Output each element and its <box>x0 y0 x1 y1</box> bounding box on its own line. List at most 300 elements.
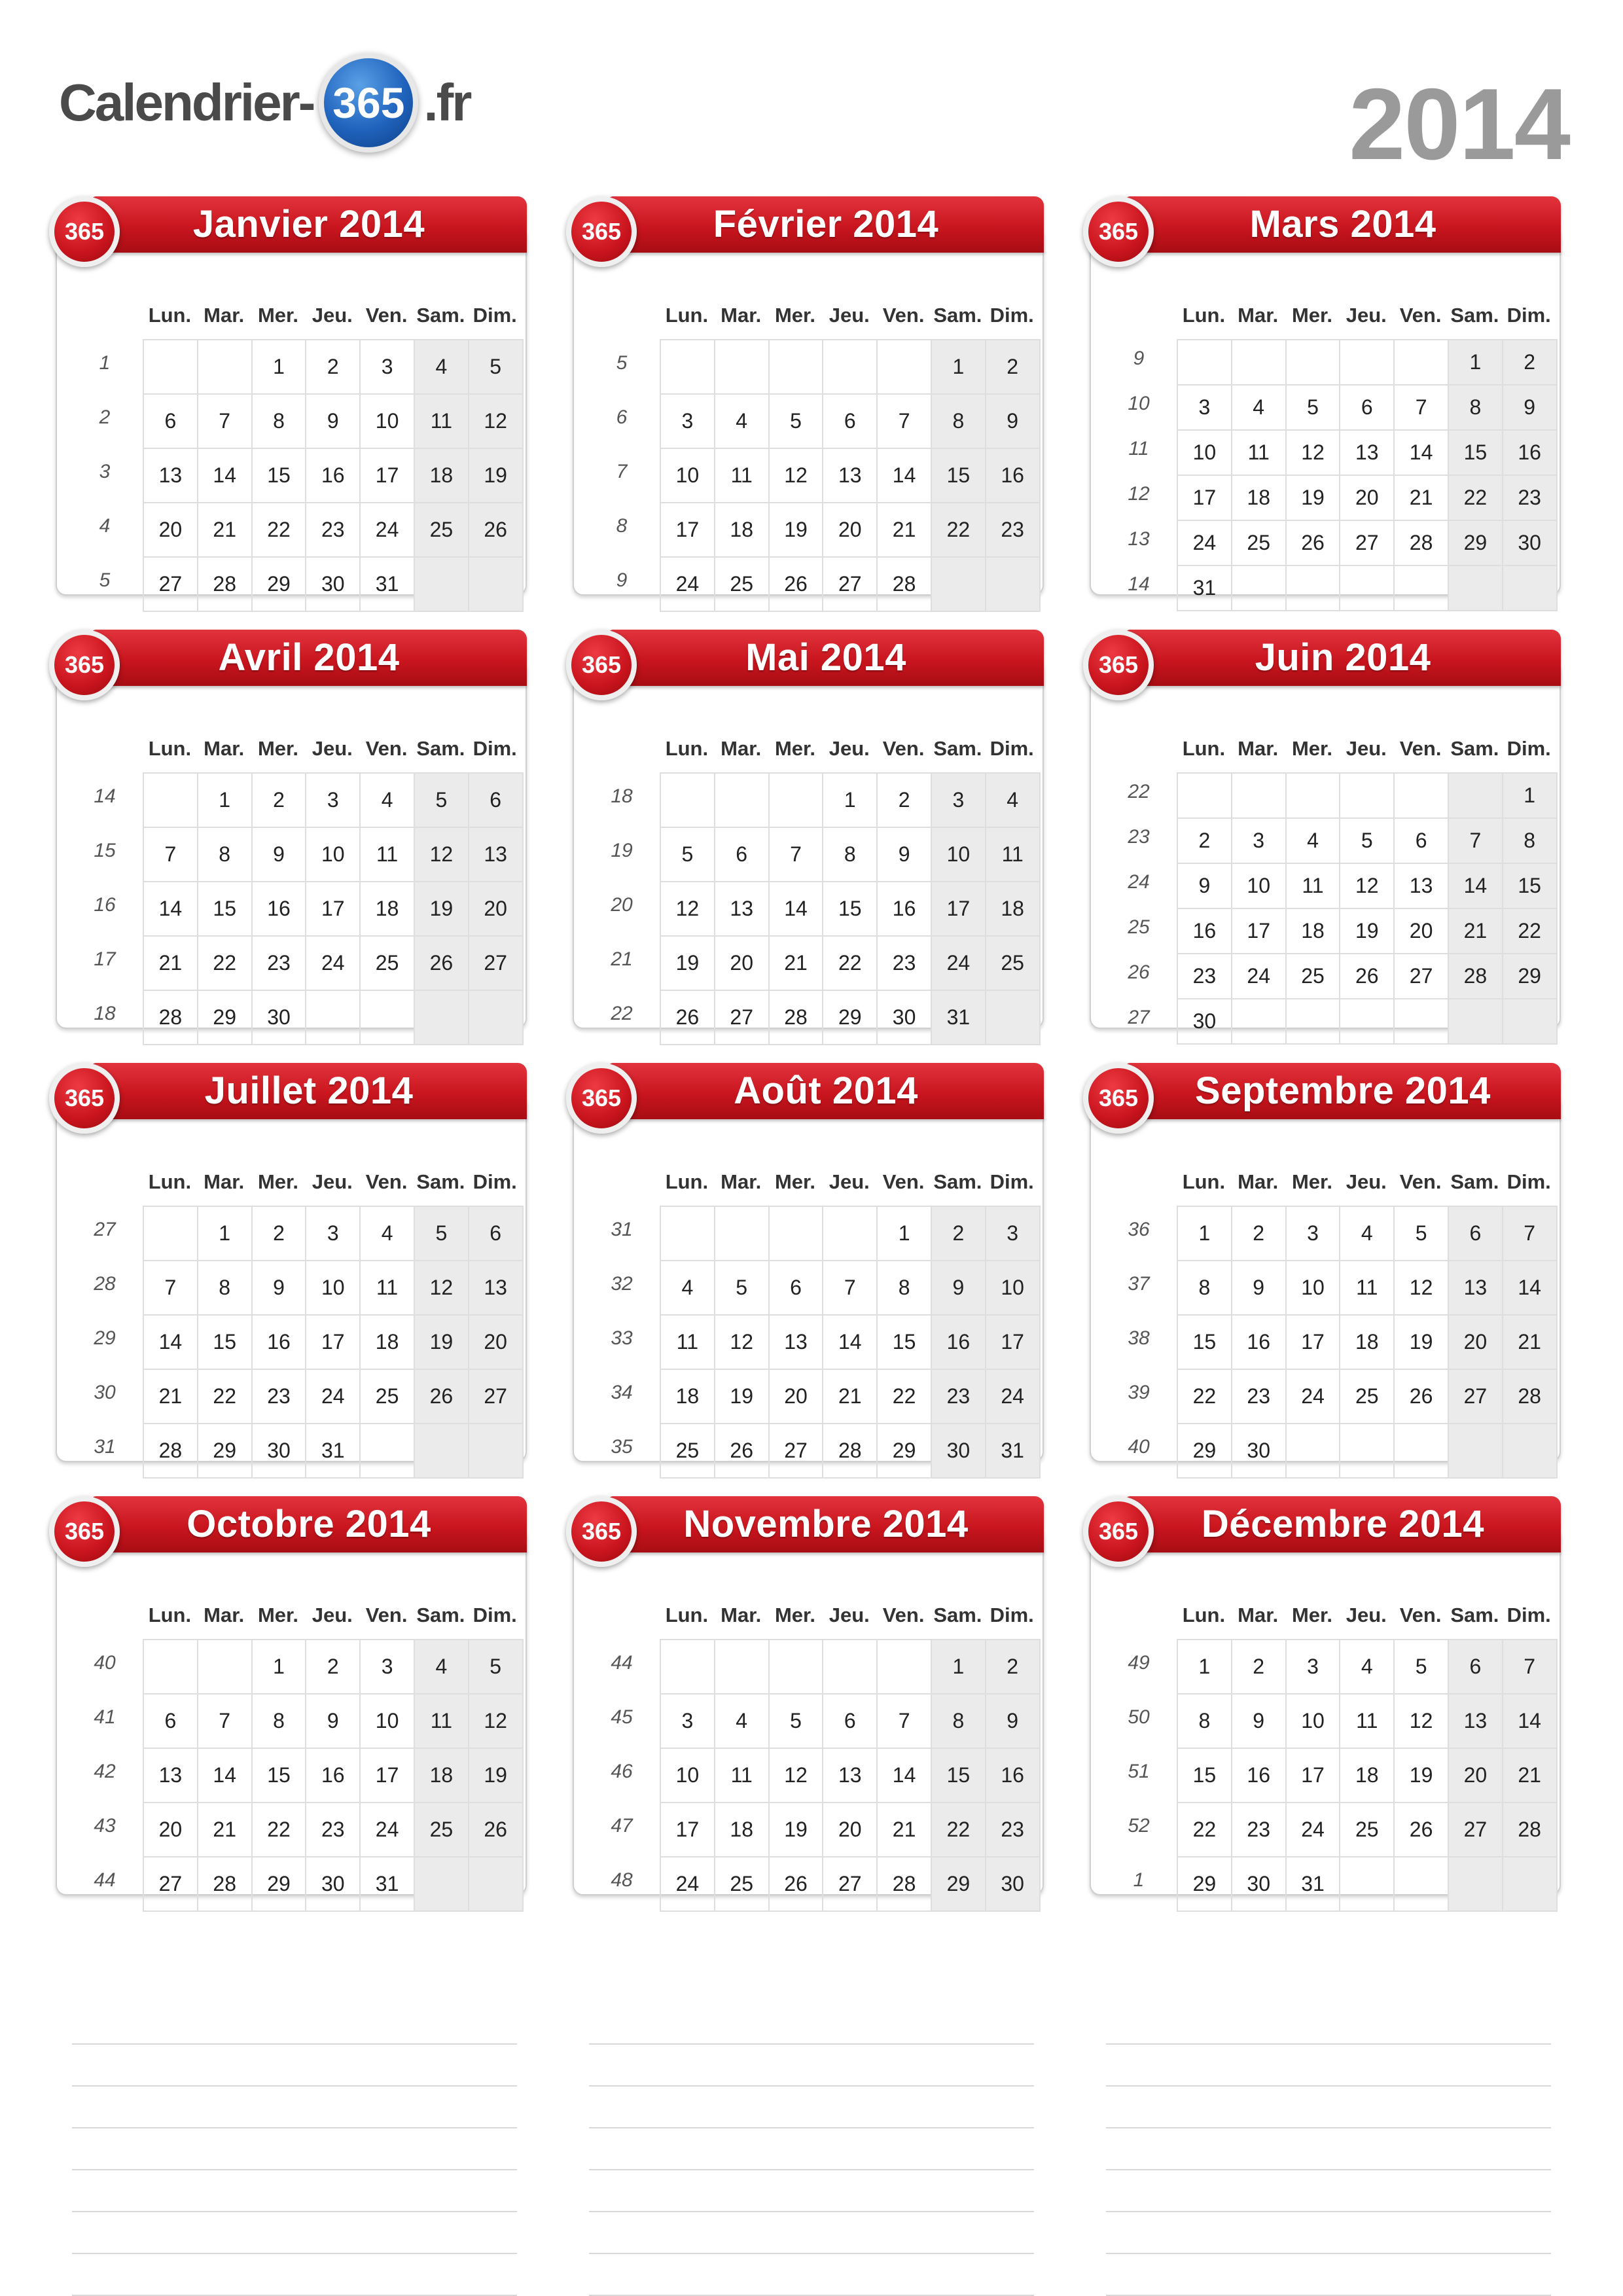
day-cell[interactable]: 10 <box>931 827 986 882</box>
day-cell[interactable]: 25 <box>414 1803 469 1857</box>
day-cell[interactable]: 16 <box>252 882 306 936</box>
day-cell[interactable]: 9 <box>1503 385 1557 430</box>
day-cell[interactable]: 28 <box>198 1857 252 1911</box>
day-cell[interactable]: 1 <box>1177 1640 1232 1694</box>
day-cell[interactable]: 29 <box>1448 520 1503 565</box>
day-cell[interactable]: 7 <box>1503 1640 1557 1694</box>
day-cell[interactable]: 31 <box>306 1424 360 1478</box>
day-cell[interactable]: 2 <box>931 1206 986 1261</box>
day-cell[interactable]: 15 <box>877 1315 931 1369</box>
day-cell[interactable]: 22 <box>1177 1369 1232 1424</box>
day-cell[interactable]: 3 <box>986 1206 1040 1261</box>
day-cell[interactable]: 12 <box>1394 1694 1448 1748</box>
day-cell[interactable]: 28 <box>143 990 198 1045</box>
day-cell[interactable]: 6 <box>1448 1206 1503 1261</box>
day-cell[interactable]: 9 <box>986 1694 1040 1748</box>
day-cell[interactable]: 3 <box>1232 818 1286 863</box>
day-cell[interactable]: 19 <box>1340 908 1394 954</box>
day-cell[interactable]: 4 <box>1286 818 1340 863</box>
day-cell[interactable]: 3 <box>931 773 986 827</box>
day-cell[interactable]: 13 <box>1394 863 1448 908</box>
day-cell[interactable]: 25 <box>986 936 1040 990</box>
day-cell[interactable]: 31 <box>931 990 986 1045</box>
day-cell[interactable]: 21 <box>823 1369 877 1424</box>
day-cell[interactable]: 27 <box>769 1424 823 1478</box>
day-cell[interactable]: 22 <box>198 1369 252 1424</box>
day-cell[interactable]: 26 <box>469 1803 523 1857</box>
day-cell[interactable]: 22 <box>1448 475 1503 520</box>
day-cell[interactable]: 4 <box>1340 1206 1394 1261</box>
day-cell[interactable]: 5 <box>715 1261 769 1315</box>
day-cell[interactable]: 6 <box>823 394 877 448</box>
day-cell[interactable]: 13 <box>1448 1694 1503 1748</box>
day-cell[interactable]: 7 <box>143 1261 198 1315</box>
day-cell[interactable]: 9 <box>306 394 360 448</box>
day-cell[interactable]: 22 <box>252 1803 306 1857</box>
day-cell[interactable]: 29 <box>1177 1857 1232 1911</box>
day-cell[interactable]: 8 <box>198 1261 252 1315</box>
day-cell[interactable]: 6 <box>1340 385 1394 430</box>
day-cell[interactable]: 23 <box>1232 1369 1286 1424</box>
day-cell[interactable]: 11 <box>1286 863 1340 908</box>
day-cell[interactable]: 7 <box>1503 1206 1557 1261</box>
day-cell[interactable]: 8 <box>931 1694 986 1748</box>
day-cell[interactable]: 25 <box>715 1857 769 1911</box>
day-cell[interactable]: 13 <box>143 448 198 503</box>
day-cell[interactable]: 11 <box>1232 430 1286 475</box>
day-cell[interactable]: 2 <box>1503 340 1557 385</box>
day-cell[interactable]: 18 <box>660 1369 715 1424</box>
day-cell[interactable]: 5 <box>769 394 823 448</box>
day-cell[interactable]: 20 <box>469 1315 523 1369</box>
day-cell[interactable]: 22 <box>877 1369 931 1424</box>
day-cell[interactable]: 12 <box>715 1315 769 1369</box>
day-cell[interactable]: 22 <box>1503 908 1557 954</box>
day-cell[interactable]: 25 <box>360 1369 414 1424</box>
day-cell[interactable]: 14 <box>143 882 198 936</box>
day-cell[interactable]: 27 <box>1448 1369 1503 1424</box>
day-cell[interactable]: 5 <box>660 827 715 882</box>
day-cell[interactable]: 4 <box>1232 385 1286 430</box>
day-cell[interactable]: 23 <box>986 503 1040 557</box>
day-cell[interactable]: 5 <box>469 1640 523 1694</box>
day-cell[interactable]: 11 <box>715 448 769 503</box>
day-cell[interactable]: 13 <box>769 1315 823 1369</box>
day-cell[interactable]: 4 <box>715 1694 769 1748</box>
day-cell[interactable]: 15 <box>1448 430 1503 475</box>
day-cell[interactable]: 17 <box>660 1803 715 1857</box>
day-cell[interactable]: 5 <box>1394 1640 1448 1694</box>
day-cell[interactable]: 21 <box>877 1803 931 1857</box>
day-cell[interactable]: 6 <box>1394 818 1448 863</box>
day-cell[interactable]: 26 <box>769 1857 823 1911</box>
day-cell[interactable]: 26 <box>1340 954 1394 999</box>
day-cell[interactable]: 27 <box>1340 520 1394 565</box>
day-cell[interactable]: 13 <box>469 1261 523 1315</box>
day-cell[interactable]: 22 <box>252 503 306 557</box>
day-cell[interactable]: 21 <box>198 1803 252 1857</box>
day-cell[interactable]: 7 <box>877 394 931 448</box>
day-cell[interactable]: 11 <box>360 1261 414 1315</box>
day-cell[interactable]: 5 <box>1394 1206 1448 1261</box>
day-cell[interactable]: 21 <box>769 936 823 990</box>
day-cell[interactable]: 1 <box>198 773 252 827</box>
day-cell[interactable]: 27 <box>143 557 198 611</box>
day-cell[interactable]: 28 <box>769 990 823 1045</box>
day-cell[interactable]: 2 <box>986 1640 1040 1694</box>
day-cell[interactable]: 18 <box>360 1315 414 1369</box>
day-cell[interactable]: 17 <box>306 882 360 936</box>
day-cell[interactable]: 7 <box>198 394 252 448</box>
day-cell[interactable]: 1 <box>1448 340 1503 385</box>
day-cell[interactable]: 23 <box>1503 475 1557 520</box>
day-cell[interactable]: 1 <box>931 340 986 394</box>
day-cell[interactable]: 30 <box>1503 520 1557 565</box>
day-cell[interactable]: 26 <box>769 557 823 611</box>
day-cell[interactable]: 23 <box>306 503 360 557</box>
day-cell[interactable]: 15 <box>1177 1748 1232 1803</box>
day-cell[interactable]: 29 <box>1177 1424 1232 1478</box>
day-cell[interactable]: 21 <box>198 503 252 557</box>
day-cell[interactable]: 27 <box>469 936 523 990</box>
day-cell[interactable]: 24 <box>931 936 986 990</box>
day-cell[interactable]: 9 <box>1232 1694 1286 1748</box>
day-cell[interactable]: 19 <box>469 1748 523 1803</box>
day-cell[interactable]: 20 <box>1448 1315 1503 1369</box>
day-cell[interactable]: 24 <box>360 1803 414 1857</box>
day-cell[interactable]: 21 <box>143 936 198 990</box>
day-cell[interactable]: 1 <box>252 1640 306 1694</box>
day-cell[interactable]: 27 <box>823 557 877 611</box>
day-cell[interactable]: 19 <box>769 503 823 557</box>
day-cell[interactable]: 19 <box>660 936 715 990</box>
day-cell[interactable]: 7 <box>823 1261 877 1315</box>
day-cell[interactable]: 7 <box>877 1694 931 1748</box>
day-cell[interactable]: 18 <box>1232 475 1286 520</box>
day-cell[interactable]: 6 <box>143 394 198 448</box>
day-cell[interactable]: 27 <box>1394 954 1448 999</box>
day-cell[interactable]: 6 <box>469 773 523 827</box>
day-cell[interactable]: 28 <box>1503 1369 1557 1424</box>
day-cell[interactable]: 15 <box>252 448 306 503</box>
day-cell[interactable]: 12 <box>414 827 469 882</box>
day-cell[interactable]: 3 <box>660 394 715 448</box>
day-cell[interactable]: 15 <box>198 882 252 936</box>
day-cell[interactable]: 12 <box>769 448 823 503</box>
day-cell[interactable]: 21 <box>143 1369 198 1424</box>
day-cell[interactable]: 20 <box>769 1369 823 1424</box>
day-cell[interactable]: 20 <box>469 882 523 936</box>
day-cell[interactable]: 2 <box>252 773 306 827</box>
day-cell[interactable]: 20 <box>143 503 198 557</box>
day-cell[interactable]: 17 <box>360 448 414 503</box>
day-cell[interactable]: 6 <box>1448 1640 1503 1694</box>
day-cell[interactable]: 17 <box>306 1315 360 1369</box>
day-cell[interactable]: 14 <box>1503 1694 1557 1748</box>
day-cell[interactable]: 20 <box>1448 1748 1503 1803</box>
day-cell[interactable]: 20 <box>823 1803 877 1857</box>
day-cell[interactable]: 24 <box>306 1369 360 1424</box>
day-cell[interactable]: 20 <box>1340 475 1394 520</box>
day-cell[interactable]: 19 <box>1394 1748 1448 1803</box>
day-cell[interactable]: 11 <box>414 394 469 448</box>
day-cell[interactable]: 23 <box>877 936 931 990</box>
day-cell[interactable]: 18 <box>360 882 414 936</box>
day-cell[interactable]: 3 <box>1177 385 1232 430</box>
day-cell[interactable]: 8 <box>931 394 986 448</box>
day-cell[interactable]: 10 <box>660 1748 715 1803</box>
day-cell[interactable]: 27 <box>143 1857 198 1911</box>
day-cell[interactable]: 14 <box>877 448 931 503</box>
day-cell[interactable]: 29 <box>877 1424 931 1478</box>
day-cell[interactable]: 30 <box>306 1857 360 1911</box>
day-cell[interactable]: 11 <box>660 1315 715 1369</box>
day-cell[interactable]: 17 <box>1177 475 1232 520</box>
day-cell[interactable]: 3 <box>1286 1640 1340 1694</box>
day-cell[interactable]: 7 <box>769 827 823 882</box>
day-cell[interactable]: 10 <box>1232 863 1286 908</box>
day-cell[interactable]: 29 <box>252 1857 306 1911</box>
day-cell[interactable]: 16 <box>986 448 1040 503</box>
day-cell[interactable]: 16 <box>1232 1748 1286 1803</box>
day-cell[interactable]: 21 <box>1394 475 1448 520</box>
day-cell[interactable]: 8 <box>1177 1261 1232 1315</box>
day-cell[interactable]: 21 <box>1503 1748 1557 1803</box>
day-cell[interactable]: 31 <box>1177 565 1232 611</box>
day-cell[interactable]: 17 <box>1232 908 1286 954</box>
day-cell[interactable]: 27 <box>1448 1803 1503 1857</box>
day-cell[interactable]: 29 <box>252 557 306 611</box>
day-cell[interactable]: 16 <box>1232 1315 1286 1369</box>
day-cell[interactable]: 23 <box>986 1803 1040 1857</box>
day-cell[interactable]: 7 <box>1394 385 1448 430</box>
day-cell[interactable]: 24 <box>986 1369 1040 1424</box>
day-cell[interactable]: 3 <box>1286 1206 1340 1261</box>
day-cell[interactable]: 28 <box>1394 520 1448 565</box>
day-cell[interactable]: 14 <box>1394 430 1448 475</box>
day-cell[interactable]: 12 <box>414 1261 469 1315</box>
day-cell[interactable]: 3 <box>660 1694 715 1748</box>
day-cell[interactable]: 4 <box>1340 1640 1394 1694</box>
day-cell[interactable]: 26 <box>414 936 469 990</box>
day-cell[interactable]: 10 <box>360 394 414 448</box>
day-cell[interactable]: 16 <box>1503 430 1557 475</box>
day-cell[interactable]: 1 <box>252 340 306 394</box>
day-cell[interactable]: 30 <box>1177 999 1232 1044</box>
day-cell[interactable]: 16 <box>986 1748 1040 1803</box>
day-cell[interactable]: 27 <box>715 990 769 1045</box>
day-cell[interactable]: 18 <box>414 1748 469 1803</box>
day-cell[interactable]: 31 <box>1286 1857 1340 1911</box>
day-cell[interactable]: 16 <box>877 882 931 936</box>
day-cell[interactable]: 7 <box>1448 818 1503 863</box>
day-cell[interactable]: 26 <box>469 503 523 557</box>
day-cell[interactable]: 30 <box>306 557 360 611</box>
day-cell[interactable]: 4 <box>414 340 469 394</box>
day-cell[interactable]: 23 <box>1177 954 1232 999</box>
day-cell[interactable]: 23 <box>252 1369 306 1424</box>
day-cell[interactable]: 19 <box>769 1803 823 1857</box>
day-cell[interactable]: 22 <box>931 503 986 557</box>
day-cell[interactable]: 8 <box>877 1261 931 1315</box>
day-cell[interactable]: 10 <box>360 1694 414 1748</box>
day-cell[interactable]: 5 <box>769 1694 823 1748</box>
day-cell[interactable]: 8 <box>198 827 252 882</box>
day-cell[interactable]: 11 <box>1340 1694 1394 1748</box>
day-cell[interactable]: 6 <box>469 1206 523 1261</box>
day-cell[interactable]: 10 <box>1286 1261 1340 1315</box>
day-cell[interactable]: 18 <box>1340 1315 1394 1369</box>
day-cell[interactable]: 10 <box>660 448 715 503</box>
day-cell[interactable]: 4 <box>360 773 414 827</box>
day-cell[interactable]: 8 <box>1177 1694 1232 1748</box>
day-cell[interactable]: 1 <box>931 1640 986 1694</box>
day-cell[interactable]: 9 <box>877 827 931 882</box>
day-cell[interactable]: 24 <box>1286 1369 1340 1424</box>
day-cell[interactable]: 25 <box>1340 1803 1394 1857</box>
day-cell[interactable]: 28 <box>877 557 931 611</box>
day-cell[interactable]: 28 <box>198 557 252 611</box>
day-cell[interactable]: 17 <box>360 1748 414 1803</box>
day-cell[interactable]: 29 <box>1503 954 1557 999</box>
day-cell[interactable]: 12 <box>1394 1261 1448 1315</box>
day-cell[interactable]: 26 <box>1394 1803 1448 1857</box>
day-cell[interactable]: 12 <box>469 1694 523 1748</box>
day-cell[interactable]: 12 <box>660 882 715 936</box>
day-cell[interactable]: 22 <box>931 1803 986 1857</box>
day-cell[interactable]: 21 <box>877 503 931 557</box>
day-cell[interactable]: 4 <box>660 1261 715 1315</box>
day-cell[interactable]: 22 <box>823 936 877 990</box>
day-cell[interactable]: 15 <box>252 1748 306 1803</box>
day-cell[interactable]: 18 <box>715 503 769 557</box>
day-cell[interactable]: 2 <box>306 1640 360 1694</box>
day-cell[interactable]: 24 <box>306 936 360 990</box>
day-cell[interactable]: 18 <box>1340 1748 1394 1803</box>
day-cell[interactable]: 1 <box>198 1206 252 1261</box>
day-cell[interactable]: 23 <box>306 1803 360 1857</box>
day-cell[interactable]: 9 <box>1177 863 1232 908</box>
day-cell[interactable]: 11 <box>360 827 414 882</box>
day-cell[interactable]: 26 <box>660 990 715 1045</box>
day-cell[interactable]: 2 <box>877 773 931 827</box>
day-cell[interactable]: 22 <box>1177 1803 1232 1857</box>
day-cell[interactable]: 31 <box>360 557 414 611</box>
day-cell[interactable]: 25 <box>1340 1369 1394 1424</box>
day-cell[interactable]: 2 <box>986 340 1040 394</box>
day-cell[interactable]: 13 <box>469 827 523 882</box>
day-cell[interactable]: 28 <box>823 1424 877 1478</box>
day-cell[interactable]: 25 <box>360 936 414 990</box>
day-cell[interactable]: 3 <box>360 1640 414 1694</box>
day-cell[interactable]: 9 <box>252 1261 306 1315</box>
day-cell[interactable]: 20 <box>1394 908 1448 954</box>
day-cell[interactable]: 30 <box>1232 1424 1286 1478</box>
day-cell[interactable]: 2 <box>1232 1206 1286 1261</box>
day-cell[interactable]: 14 <box>198 448 252 503</box>
day-cell[interactable]: 1 <box>1177 1206 1232 1261</box>
day-cell[interactable]: 30 <box>877 990 931 1045</box>
day-cell[interactable]: 31 <box>360 1857 414 1911</box>
day-cell[interactable]: 3 <box>360 340 414 394</box>
day-cell[interactable]: 4 <box>715 394 769 448</box>
day-cell[interactable]: 17 <box>931 882 986 936</box>
day-cell[interactable]: 6 <box>823 1694 877 1748</box>
day-cell[interactable]: 8 <box>823 827 877 882</box>
day-cell[interactable]: 28 <box>1448 954 1503 999</box>
day-cell[interactable]: 20 <box>143 1803 198 1857</box>
day-cell[interactable]: 8 <box>252 1694 306 1748</box>
day-cell[interactable]: 13 <box>715 882 769 936</box>
day-cell[interactable]: 19 <box>715 1369 769 1424</box>
day-cell[interactable]: 19 <box>414 882 469 936</box>
day-cell[interactable]: 6 <box>715 827 769 882</box>
day-cell[interactable]: 11 <box>414 1694 469 1748</box>
day-cell[interactable]: 1 <box>823 773 877 827</box>
day-cell[interactable]: 30 <box>931 1424 986 1478</box>
day-cell[interactable]: 28 <box>143 1424 198 1478</box>
day-cell[interactable]: 15 <box>823 882 877 936</box>
day-cell[interactable]: 19 <box>414 1315 469 1369</box>
day-cell[interactable]: 15 <box>1177 1315 1232 1369</box>
day-cell[interactable]: 13 <box>823 448 877 503</box>
day-cell[interactable]: 1 <box>877 1206 931 1261</box>
day-cell[interactable]: 27 <box>469 1369 523 1424</box>
day-cell[interactable]: 24 <box>1177 520 1232 565</box>
day-cell[interactable]: 24 <box>1232 954 1286 999</box>
day-cell[interactable]: 18 <box>414 448 469 503</box>
day-cell[interactable]: 25 <box>1232 520 1286 565</box>
day-cell[interactable]: 22 <box>198 936 252 990</box>
day-cell[interactable]: 30 <box>986 1857 1040 1911</box>
day-cell[interactable]: 16 <box>306 1748 360 1803</box>
day-cell[interactable]: 15 <box>198 1315 252 1369</box>
day-cell[interactable]: 5 <box>469 340 523 394</box>
day-cell[interactable]: 12 <box>1286 430 1340 475</box>
day-cell[interactable]: 14 <box>1503 1261 1557 1315</box>
day-cell[interactable]: 14 <box>769 882 823 936</box>
day-cell[interactable]: 27 <box>823 1857 877 1911</box>
day-cell[interactable]: 9 <box>252 827 306 882</box>
day-cell[interactable]: 13 <box>143 1748 198 1803</box>
day-cell[interactable]: 25 <box>715 557 769 611</box>
day-cell[interactable]: 19 <box>1286 475 1340 520</box>
day-cell[interactable]: 4 <box>986 773 1040 827</box>
day-cell[interactable]: 9 <box>306 1694 360 1748</box>
day-cell[interactable]: 12 <box>469 394 523 448</box>
day-cell[interactable]: 13 <box>1340 430 1394 475</box>
day-cell[interactable]: 14 <box>877 1748 931 1803</box>
day-cell[interactable]: 21 <box>1503 1315 1557 1369</box>
day-cell[interactable]: 5 <box>1286 385 1340 430</box>
day-cell[interactable]: 2 <box>1232 1640 1286 1694</box>
day-cell[interactable]: 26 <box>414 1369 469 1424</box>
day-cell[interactable]: 11 <box>1340 1261 1394 1315</box>
day-cell[interactable]: 12 <box>1340 863 1394 908</box>
day-cell[interactable]: 7 <box>143 827 198 882</box>
day-cell[interactable]: 10 <box>1286 1694 1340 1748</box>
day-cell[interactable]: 14 <box>1448 863 1503 908</box>
day-cell[interactable]: 13 <box>823 1748 877 1803</box>
day-cell[interactable]: 30 <box>252 1424 306 1478</box>
day-cell[interactable]: 10 <box>306 1261 360 1315</box>
day-cell[interactable]: 28 <box>877 1857 931 1911</box>
day-cell[interactable]: 5 <box>414 773 469 827</box>
day-cell[interactable]: 24 <box>1286 1803 1340 1857</box>
day-cell[interactable]: 24 <box>660 557 715 611</box>
day-cell[interactable]: 9 <box>986 394 1040 448</box>
day-cell[interactable]: 29 <box>198 1424 252 1478</box>
